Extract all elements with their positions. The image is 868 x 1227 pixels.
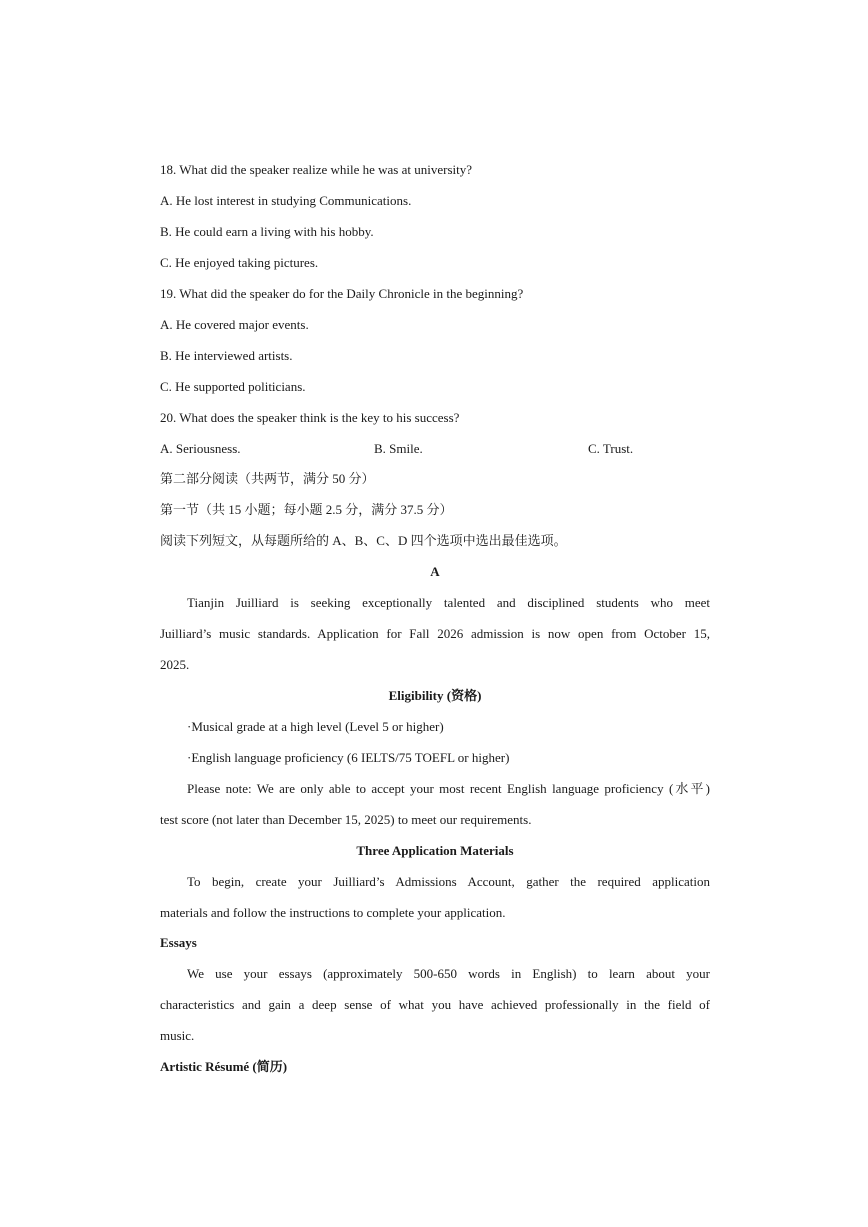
question-20-option-b: B. Smile. bbox=[374, 441, 423, 456]
materials-line-1: To begin, create your Juilliard’s Admissions Account, gather the required application bbox=[187, 874, 710, 889]
question-20: 20. What does the speaker think is the key to his success? bbox=[160, 410, 460, 425]
reading-section-title: 第一节（共 15 小题；每小题 2.5 分，满分 37.5 分） bbox=[160, 502, 453, 517]
question-19-option-b: B. He interviewed artists. bbox=[160, 348, 293, 363]
materials-heading: Three Application Materials bbox=[356, 843, 514, 858]
resume-heading: Artistic Résumé (简历) bbox=[160, 1059, 288, 1074]
reading-instructions: 阅读下列短文，从每题所给的 A、B、C、D 四个选项中选出最佳选项。 bbox=[160, 533, 567, 548]
passage-label: A bbox=[430, 564, 440, 579]
intro-text-line-3: 2025. bbox=[160, 657, 190, 672]
question-20-option-a: A. Seriousness. bbox=[160, 441, 241, 456]
essays-line-3: music. bbox=[160, 1028, 195, 1043]
eligibility-item-2: ·English language proficiency (6 IELTS/75 TOEFL or higher) bbox=[187, 750, 510, 765]
materials-line-2: materials and follow the instructions to complete your application. bbox=[160, 905, 506, 920]
note-line-2: test score (not later than December 15, 2025) to meet our requirements. bbox=[160, 812, 532, 827]
question-18-option-a: A. He lost interest in studying Communications. bbox=[160, 193, 412, 208]
essays-heading: Essays bbox=[160, 935, 197, 950]
question-19-option-a: A. He covered major events. bbox=[160, 317, 309, 332]
essays-line-2: characteristics and gain a deep sense of what you have achieved professionally in the field of bbox=[160, 997, 710, 1012]
question-19-option-c: C. He supported politicians. bbox=[160, 379, 306, 394]
intro-text-line-1: Tianjin Juilliard is seeking exceptionally talented and disciplined students who meet bbox=[187, 595, 710, 610]
question-18: 18. What did the speaker realize while he was at university? bbox=[160, 162, 473, 177]
question-18-option-c: C. He enjoyed taking pictures. bbox=[160, 255, 319, 270]
question-18-option-b: B. He could earn a living with his hobby. bbox=[160, 224, 374, 239]
eligibility-heading: Eligibility (资格) bbox=[388, 688, 482, 703]
intro-text-line-2: Juilliard’s music standards. Application for Fall 2026 admission is now open from October 15, bbox=[160, 626, 710, 641]
question-20-option-c: C. Trust. bbox=[588, 441, 634, 456]
eligibility-item-1: ·Musical grade at a high level (Level 5 or higher) bbox=[187, 719, 444, 734]
note-line-1: Please note: We are only able to accept your most recent English language proficiency (水平) bbox=[187, 781, 710, 796]
reading-part-title: 第二部分阅读（共两节，满分 50 分） bbox=[160, 471, 375, 486]
essays-line-1: We use your essays (approximately 500-650 words in English) to learn about your bbox=[187, 966, 710, 981]
question-19: 19. What did the speaker do for the Daily Chronicle in the beginning? bbox=[160, 286, 524, 301]
